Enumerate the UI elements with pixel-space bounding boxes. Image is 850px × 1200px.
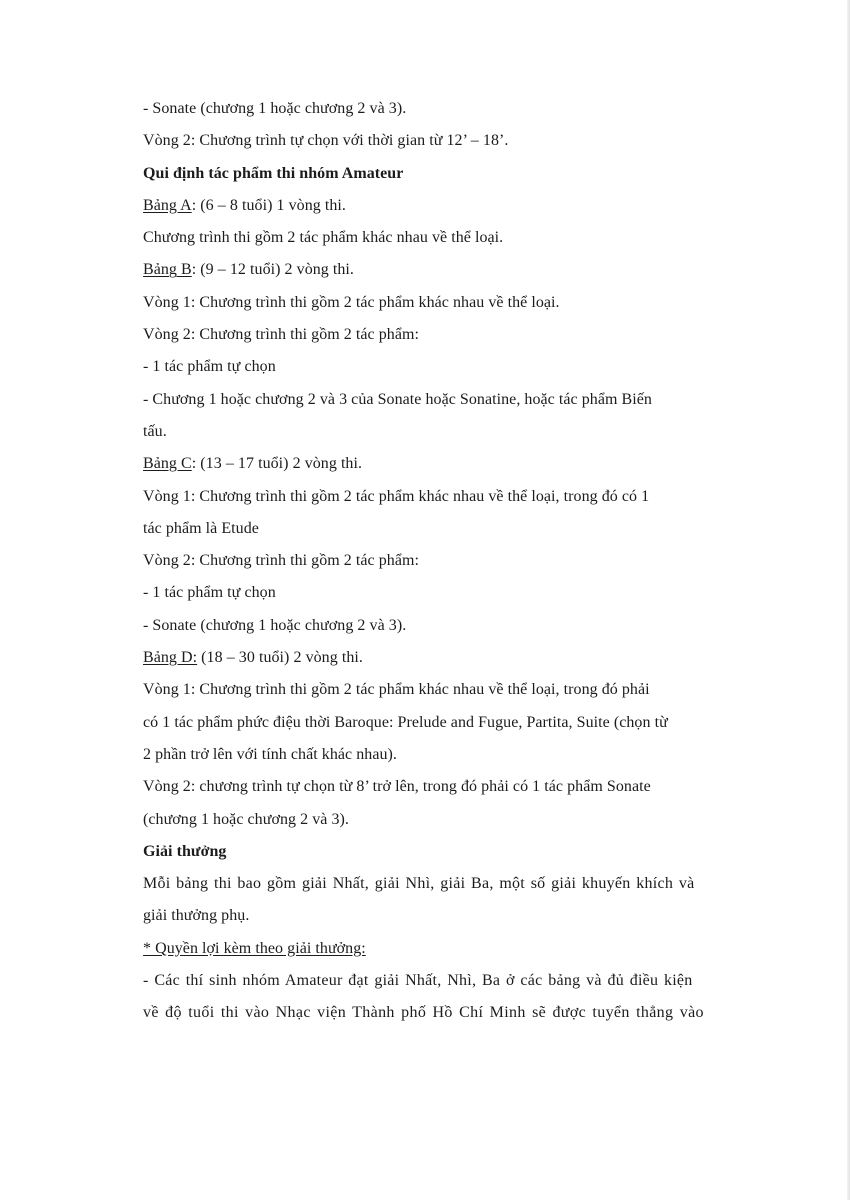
text-line: - Chương 1 hoặc chương 2 và 3 của Sonate hoặc Sonatine, hoặc tác phẩm Biến bbox=[143, 390, 652, 408]
group-label: Bảng A bbox=[143, 196, 192, 214]
text-line: Vòng 2: Chương trình thi gồm 2 tác phẩm: bbox=[143, 552, 419, 570]
group-label: Bảng B bbox=[143, 261, 192, 279]
group-a-line bbox=[143, 190, 783, 222]
group-label: Bảng C bbox=[143, 455, 192, 473]
text-line: Mỗi bảng thi bao gồm giải Nhất, giải Nhì, giải Ba, một số giải khuyến khích và bbox=[143, 875, 695, 893]
text-line: Vòng 2: Chương trình thi gồm 2 tác phẩm: bbox=[143, 326, 419, 344]
text-line: - Sonate (chương 1 hoặc chương 2 và 3). bbox=[143, 616, 407, 634]
text-line: Chương trình thi gồm 2 tác phẩm khác nhau về thể loại. bbox=[143, 229, 504, 247]
text-line: - 1 tác phẩm tự chọn bbox=[143, 584, 276, 602]
text-line: - 1 tác phẩm tự chọn bbox=[143, 358, 276, 376]
group-detail: : (13 – 17 tuổi) 2 vòng thi. bbox=[191, 455, 363, 473]
section-heading-amateur: Qui định tác phẩm thi nhóm Amateur bbox=[143, 164, 404, 182]
group-label: Bảng D: bbox=[143, 649, 198, 667]
text-line: giải thưởng phụ. bbox=[143, 907, 250, 925]
document-body bbox=[143, 93, 783, 1030]
text-line: Vòng 2: chương trình tự chọn từ 8’ trở lên, trong đó phải có 1 tác phẩm Sonate bbox=[143, 778, 651, 796]
text-line: Vòng 1: Chương trình thi gồm 2 tác phẩm khác nhau về thể loại. bbox=[143, 293, 560, 311]
text-line: tấu. bbox=[143, 422, 167, 440]
group-detail: : (6 – 8 tuổi) 1 vòng thi. bbox=[191, 196, 346, 214]
text-line: Vòng 1: Chương trình thi gồm 2 tác phẩm khác nhau về thể loại, trong đó có 1 bbox=[143, 487, 650, 505]
group-detail: (18 – 30 tuổi) 2 vòng thi. bbox=[197, 649, 363, 667]
benefits-heading: * Quyền lợi kèm theo giải thưởng: bbox=[143, 939, 366, 957]
text-line: Vòng 2: Chương trình tự chọn với thời gian từ 12’ – 18’. bbox=[143, 132, 509, 150]
text-line: tác phẩm là Etude bbox=[143, 519, 259, 537]
text-line: về độ tuổi thi vào Nhạc viện Thành phố Hồ Chí Minh sẽ được tuyển thẳng vào bbox=[143, 1004, 704, 1022]
group-c-line bbox=[143, 448, 783, 480]
text-line: - Các thí sinh nhóm Amateur đạt giải Nhất, Nhì, Ba ở các bảng và đủ điều kiện bbox=[143, 972, 693, 990]
text-line: - Sonate (chương 1 hoặc chương 2 và 3). bbox=[143, 100, 407, 117]
section-heading-prizes: Giải thưởng bbox=[143, 842, 227, 860]
text-line: 2 phần trở lên với tính chất khác nhau). bbox=[143, 745, 397, 763]
group-d-line bbox=[143, 642, 783, 674]
group-detail: : (9 – 12 tuổi) 2 vòng thi. bbox=[191, 261, 354, 279]
text-line: có 1 tác phẩm phức điệu thời Baroque: Prelude and Fugue, Partita, Suite (chọn từ bbox=[143, 713, 668, 731]
text-line: (chương 1 hoặc chương 2 và 3). bbox=[143, 810, 349, 828]
text-line: Vòng 1: Chương trình thi gồm 2 tác phẩm khác nhau về thể loại, trong đó phải bbox=[143, 681, 650, 699]
group-b-line bbox=[143, 254, 783, 286]
